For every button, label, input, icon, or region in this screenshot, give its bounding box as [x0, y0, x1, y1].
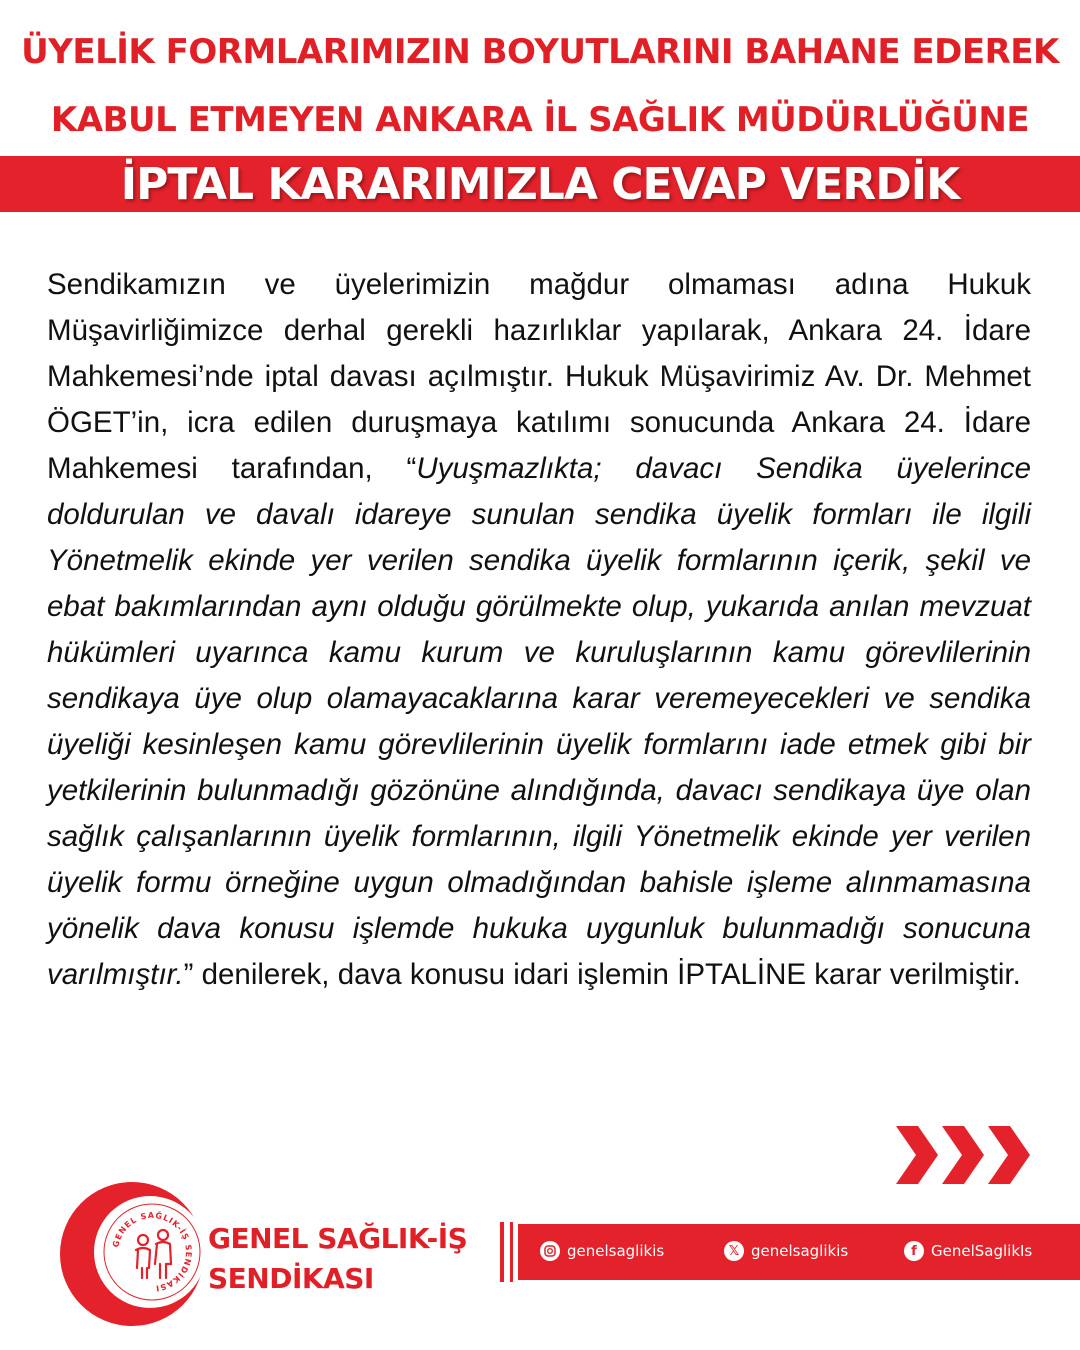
organization-name	[208, 1219, 467, 1299]
social-link-facebook[interactable]	[904, 1241, 1032, 1261]
instagram-handle: genelsaglikis	[567, 1242, 665, 1260]
social-bar	[518, 1224, 1080, 1280]
org-name-line-2: SENDİKASI	[208, 1262, 374, 1295]
court-quote: Uyuşmazlıkta; davacı Sendika üyelerince doldurulan ve davalı idareye sunulan sendika üyelik formları ile ilgili Yönetmelik ekinde yer verilen sendika üyelik formlarının içerik, şekil ve ebat bakımlarından aynı olduğu görülmekte olup, yukarıda anılan mevzuat hükümleri uyarınca kamu kurum ve kuruluşlarının kamu görevlilerinin sendikaya üye olup olamayacaklarına karar veremeyecekleri ve sendika üyeliği kesinleşen kamu görevlilerinin üyelik formlarını iade etmek gibi bir yetkilerinin bulunmadığı gözönüne alındığında, davacı sendikaya üye olan sağlık çalışanlarının üyelik formlarının, ilgili Yönetmelik ekinde yer verilen üyelik formu örneğine uygun olmadığından bahisle işleme alınmamasına yönelik dava konusu işlemde hukuka uygunluk bulunmadığı sonucuna varılmıştır.	[47, 452, 1031, 991]
facebook-icon: f	[904, 1241, 924, 1261]
next-arrows-icon	[896, 1124, 1030, 1186]
article-outro: ” denilerek, dava konusu idari işlemin İPTALİNE karar verilmiştir.	[183, 958, 1021, 991]
banner-text: İPTAL KARARIMIZLA CEVAP VERDİK	[120, 158, 960, 210]
headline-line-2: KABUL ETMEYEN ANKARA İL SAĞLIK MÜDÜRLÜĞÜNE	[50, 100, 1030, 140]
article-body	[47, 262, 1031, 998]
org-name-line-1: GENEL SAĞLIK-İŞ	[208, 1222, 468, 1255]
logo-ring-text: GENEL SAĞLIK-İŞ SENDİKASI	[111, 1210, 194, 1293]
social-link-x[interactable]	[724, 1241, 848, 1261]
facebook-handle: GenelSaglikIs	[931, 1242, 1033, 1260]
article-intro: Sendikamızın ve üyelerimizin mağdur olmaması adına Hukuk Müşavirliğimizce derhal gerekli hazırlıklar yapılarak, Ankara 24. İdare Mahkemesi’nde iptal davası açılmıştır. Hukuk Müşavirimiz Av. Dr. Mehmet ÖGET’in, icra edilen duruşmaya katılımı sonucunda Ankara 24. İdare Mahkemesi tarafından, “	[47, 268, 1031, 485]
headline-line-1: ÜYELİK FORMLARIMIZIN BOYUTLARINI BAHANE EDEREK	[21, 32, 1059, 72]
headline-banner	[0, 156, 1080, 212]
x-handle: genelsaglikis	[751, 1242, 849, 1260]
divider	[510, 1222, 513, 1282]
divider	[500, 1222, 504, 1282]
social-link-instagram[interactable]	[540, 1241, 664, 1261]
union-logo	[50, 1180, 220, 1330]
x-icon: 𝕏	[724, 1241, 744, 1261]
instagram-icon	[540, 1241, 560, 1261]
